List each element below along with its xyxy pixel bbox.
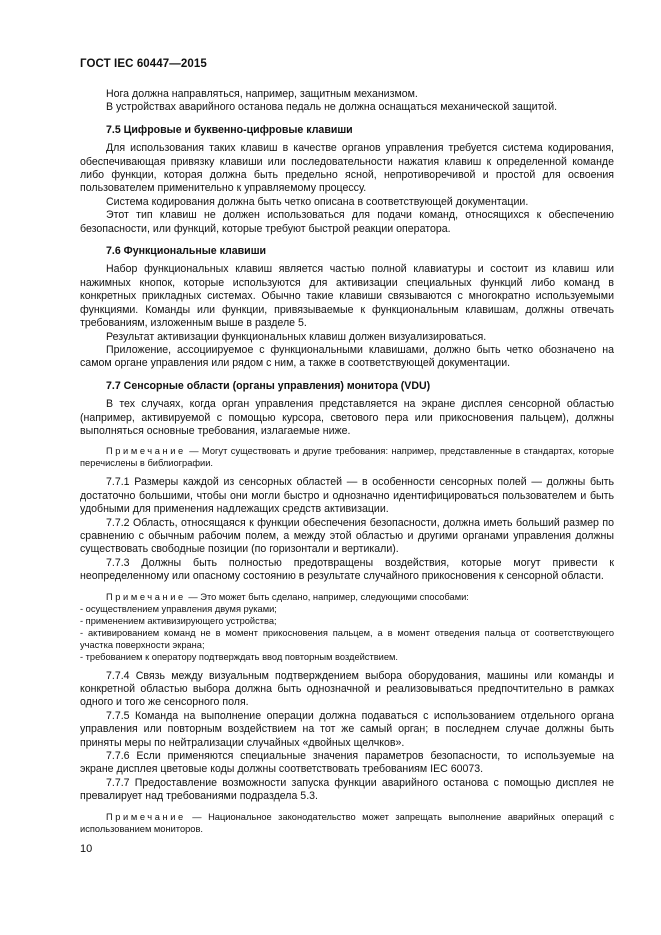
note: [80, 811, 614, 835]
note: [80, 591, 614, 603]
note-label: Примечание: [106, 446, 186, 457]
note-label: Примечание: [106, 591, 186, 602]
clause-7-7-6: 7.7.6 Если применяются специальные значения параметров безопасности, то используемые на экране дисплея цветовые коды должны соответствовать требованиям IEC 60073.: [80, 750, 614, 776]
note-list-item: - требованием к оператору подтверждать ввод повторным воздействием.: [80, 651, 398, 662]
note-list-item: - применением активизирующего устройства;: [80, 615, 277, 626]
paragraph: Приложение, ассоциируемое с функциональными клавишами, должно быть четко обозначено на самом органе управления или рядом с ним, а также в соответствующей документации.: [80, 343, 614, 370]
clause-7-7-1: 7.7.1 Размеры каждой из сенсорных областей — в особенности сенсорных полей — должны быть достаточно большими, чтобы они могли быстро и однозначно идентифицироваться пользователем и быть удобными для применения надлежащих средств активизации.: [80, 476, 614, 516]
document-header: ГОСТ IEC 60447—2015: [80, 58, 207, 70]
intro-paragraph: В устройствах аварийного останова педаль не должна оснащаться механической защитой.: [106, 101, 558, 114]
paragraph: Набор функциональных клавиш является частью полной клавиатуры и состоит из клавиш или нажимных кнопок, которые используются для активизации специальных функций либо команд в конкретных прикладных системах. Обычно такие клавиши связываются с многократно используемыми функциями. Команды или функции, привязываемые к функциональным клавишам, должны отвечать требованиям, изложенным выше в разделе 5.: [80, 263, 614, 330]
note-text: — Национальное законодательство может запрещать выполнение аварийных операций с использованием мониторов.: [80, 811, 614, 834]
note-block: [80, 811, 614, 835]
clause-7-7-5: 7.7.5 Команда на выполнение операции должна подаваться с использованием отдельного органа управления или повторным воздействием на тот же самый орган; в последнем случае должны быть приняты меры по нейтрализации случайных «двойных щелчков».: [80, 709, 614, 749]
note-list-item: - активированием команд не в момент прикосновения пальцем, а в момент отведения пальца от соответствующего участка поверхности экрана;: [80, 627, 614, 650]
section-heading-7-5: 7.5 Цифровые и буквенно-цифровые клавиши: [106, 123, 353, 136]
paragraph: Результат активизации функциональных клавиш должен визуализироваться.: [106, 330, 487, 343]
paragraph: Этот тип клавиш не должен использоваться для подачи команд, относящихся к обеспечению безопасности, или функций, которые требуют быстрой реакции оператора.: [80, 209, 614, 235]
page-body: [80, 88, 614, 842]
section-heading-7-6: 7.6 Функциональные клавиши: [106, 245, 267, 258]
paragraph: В тех случаях, когда орган управления представляется на экране дисплея сенсорной областью (например, активируемой с помощью курсора, светового пера или прикосновения пальцем), должны выполняться основные требования, излагаемые ниже.: [80, 398, 614, 437]
note: [80, 445, 614, 469]
note-block: [80, 591, 614, 663]
clause-7-7-3: 7.7.3 Должны быть полностью предотвращены воздействия, которые могут привести к неопределенному или опасному состоянию в результате случайного прикосновения к сенсорной области.: [80, 556, 614, 583]
section-heading-7-7: 7.7 Сенсорные области (органы управления) монитора (VDU): [106, 379, 431, 392]
clause-7-7-7: 7.7.7 Предоставление возможности запуска функции аварийного останова с помощью дисплея не превалирует над требованиями подраздела 5.3.: [80, 776, 614, 803]
note-list-item: - осуществлением управления двумя руками;: [80, 603, 277, 614]
paragraph: Для использования таких клавиш в качестве органов управления требуется система кодирования, обеспечивающая привязку клавиши или последовательности нажатия клавиш к определенной команде либо функции, которая должна быть предельно ясной, непротиворечивой и простой для освоения пользователем применительно к управляемому процессу.: [80, 142, 614, 195]
note-text: — Могут существовать и другие требования: например, представленные в стандартах, которые перечислены в библиографии.: [80, 446, 614, 469]
paragraph: Система кодирования должна быть четко описана в соответствующей документации.: [106, 195, 529, 208]
note-text: — Это может быть сделано, например, следующими способами:: [185, 591, 469, 602]
page-number: 10: [80, 843, 93, 855]
intro-paragraph: Нога должна направляться, например, защитным механизмом.: [106, 88, 418, 100]
clause-7-7-2: 7.7.2 Область, относящаяся к функции обеспечения безопасности, должна иметь больший размер по сравнению с обычным рабочим полем, а между этой областью и другими органами управления должны существовать свободные позиции (по горизонтали и вертикали).: [80, 516, 614, 556]
note-label: Примечание: [106, 811, 186, 822]
clause-7-7-4: 7.7.4 Связь между визуальным подтверждением выбора оборудования, машины или команды и конкретной областью выбора должна быть однозначной и реализовываться предпочтительно в рамках одного и того же сенсорного поля.: [80, 669, 614, 709]
note-block: [80, 445, 614, 469]
